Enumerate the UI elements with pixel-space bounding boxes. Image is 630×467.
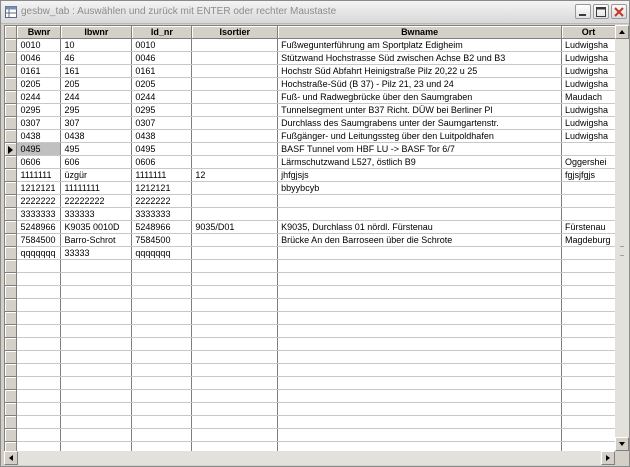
cell-ibwnr[interactable] [61, 312, 132, 325]
cell-bwname[interactable] [278, 195, 562, 208]
cell-isortier[interactable] [192, 273, 278, 286]
cell-bwnr[interactable]: 3333333 [17, 208, 61, 221]
scroll-left-button[interactable] [4, 451, 18, 465]
vertical-scrollbar[interactable] [615, 25, 629, 451]
cell-ort[interactable]: fgjsjfgjs [561, 169, 615, 182]
cell-ibwnr[interactable]: 11111111 [61, 182, 132, 195]
row-selector[interactable] [5, 364, 17, 377]
table-row[interactable] [5, 169, 616, 182]
cell-bwname[interactable] [278, 325, 562, 338]
column-header-bwname[interactable]: Bwname [278, 26, 562, 39]
cell-id-nr[interactable] [132, 338, 192, 351]
cell-ort[interactable] [561, 182, 615, 195]
vertical-scroll-thumb[interactable] [615, 39, 629, 437]
cell-ort[interactable]: Maudach [561, 91, 615, 104]
cell-ibwnr[interactable]: 606 [61, 156, 132, 169]
cell-bwnr[interactable] [17, 403, 61, 416]
empty-row[interactable] [5, 429, 616, 442]
cell-ort[interactable] [561, 325, 615, 338]
cell-ort[interactable] [561, 377, 615, 390]
empty-row[interactable] [5, 299, 616, 312]
cell-ibwnr[interactable]: Barro-Schrot [61, 234, 132, 247]
cell-id-nr[interactable] [132, 299, 192, 312]
cell-id-nr[interactable]: 0046 [132, 52, 192, 65]
cell-ibwnr[interactable]: 295 [61, 104, 132, 117]
row-selector[interactable] [5, 182, 17, 195]
cell-bwname[interactable]: Fußgänger- und Leitungssteg über den Luitpoldhafen [278, 130, 562, 143]
row-selector[interactable] [5, 52, 17, 65]
cell-bwname[interactable]: bbyybcyb [278, 182, 562, 195]
row-selector[interactable] [5, 351, 17, 364]
cell-bwname[interactable]: BASF Tunnel vom HBF LU -> BASF Tor 6/7 [278, 143, 562, 156]
cell-bwnr[interactable]: 0010 [17, 39, 61, 52]
row-selector[interactable] [5, 91, 17, 104]
cell-bwnr[interactable]: 0205 [17, 78, 61, 91]
cell-isortier[interactable] [192, 325, 278, 338]
cell-id-nr[interactable] [132, 377, 192, 390]
row-selector[interactable] [5, 104, 17, 117]
cell-ort[interactable] [561, 416, 615, 429]
cell-ibwnr[interactable] [61, 390, 132, 403]
cell-bwname[interactable]: Durchlass des Saumgrabens unter der Saumgartenstr. [278, 117, 562, 130]
cell-id-nr[interactable]: 1111111 [132, 169, 192, 182]
column-header-ibwnr[interactable]: Ibwnr [61, 26, 132, 39]
cell-bwnr[interactable] [17, 429, 61, 442]
cell-bwnr[interactable]: 0244 [17, 91, 61, 104]
cell-ort[interactable]: Ludwigsha [561, 130, 615, 143]
table-row[interactable] [5, 182, 616, 195]
cell-ibwnr[interactable] [61, 351, 132, 364]
cell-isortier[interactable] [192, 351, 278, 364]
cell-ort[interactable] [561, 208, 615, 221]
row-selector[interactable] [5, 78, 17, 91]
cell-bwnr[interactable] [17, 351, 61, 364]
cell-id-nr[interactable]: 0495 [132, 143, 192, 156]
records-table [5, 26, 616, 452]
cell-ibwnr[interactable] [61, 403, 132, 416]
header-row [5, 26, 616, 39]
cell-ibwnr[interactable] [61, 325, 132, 338]
table-row[interactable] [5, 208, 616, 221]
cell-bwname[interactable] [278, 247, 562, 260]
cell-ort[interactable] [561, 299, 615, 312]
cell-isortier[interactable] [192, 299, 278, 312]
column-header-isortier[interactable]: Isortier [192, 26, 278, 39]
cell-bwnr[interactable] [17, 312, 61, 325]
cell-bwname[interactable]: Hochstraße-Süd (B 37) - Pilz 21, 23 und 24 [278, 78, 562, 91]
cell-id-nr[interactable]: 0244 [132, 91, 192, 104]
cell-ort[interactable] [561, 338, 615, 351]
row-selector[interactable] [5, 130, 17, 143]
cell-bwname[interactable]: K9035, Durchlass 01 nördl. Fürstenau [278, 221, 562, 234]
cell-bwnr[interactable] [17, 299, 61, 312]
cell-id-nr[interactable]: 1212121 [132, 182, 192, 195]
cell-bwname[interactable] [278, 312, 562, 325]
cell-bwname[interactable] [278, 377, 562, 390]
cell-id-nr[interactable]: qqqqqqq [132, 247, 192, 260]
empty-row[interactable] [5, 312, 616, 325]
cell-bwname[interactable]: Fußwegunterführung am Sportplatz Edigheim [278, 39, 562, 52]
cell-bwname[interactable]: jhfgjsjs [278, 169, 562, 182]
row-selector-header[interactable] [5, 26, 17, 39]
cell-id-nr[interactable] [132, 390, 192, 403]
cell-bwname[interactable]: Lärmschutzwand L527, östlich B9 [278, 156, 562, 169]
cell-bwnr[interactable]: 0295 [17, 104, 61, 117]
cell-ort[interactable] [561, 143, 615, 156]
row-selector[interactable] [5, 39, 17, 52]
maximize-button[interactable] [593, 4, 609, 19]
cell-bwname[interactable] [278, 364, 562, 377]
empty-row[interactable] [5, 325, 616, 338]
cell-bwnr[interactable]: 0161 [17, 65, 61, 78]
arrow-up-icon [616, 26, 628, 38]
cell-ibwnr[interactable] [61, 273, 132, 286]
cell-ort[interactable]: Ludwigsha [561, 78, 615, 91]
cell-bwnr[interactable]: 5248966 [17, 221, 61, 234]
cell-isortier[interactable]: 9035/D01 [192, 221, 278, 234]
cell-bwnr[interactable] [17, 325, 61, 338]
cell-id-nr[interactable] [132, 286, 192, 299]
table-row[interactable] [5, 221, 616, 234]
cell-ort[interactable]: Oggershei [561, 156, 615, 169]
cell-ibwnr[interactable] [61, 429, 132, 442]
cell-id-nr[interactable]: 0606 [132, 156, 192, 169]
cell-id-nr[interactable] [132, 351, 192, 364]
arrow-left-icon [5, 452, 17, 464]
cell-ort[interactable]: Fürstenau [561, 221, 615, 234]
cell-isortier[interactable] [192, 91, 278, 104]
scroll-down-button[interactable] [615, 437, 629, 451]
table-row[interactable] [5, 195, 616, 208]
cell-isortier[interactable] [192, 143, 278, 156]
cell-id-nr[interactable] [132, 260, 192, 273]
horizontal-scroll-thumb[interactable] [18, 451, 600, 465]
cell-bwnr[interactable]: 1111111 [17, 169, 61, 182]
scroll-right-button[interactable] [601, 451, 615, 465]
column-header-bwnr[interactable]: Bwnr [17, 26, 61, 39]
cell-bwname[interactable] [278, 286, 562, 299]
cell-ort[interactable]: Ludwigsha [561, 39, 615, 52]
table-icon [5, 6, 17, 18]
cell-isortier[interactable] [192, 78, 278, 91]
empty-row[interactable] [5, 260, 616, 273]
cell-ibwnr[interactable]: 0438 [61, 130, 132, 143]
cell-ort[interactable] [561, 312, 615, 325]
row-selector[interactable] [5, 299, 17, 312]
cell-ort[interactable] [561, 195, 615, 208]
cell-bwnr[interactable]: 2222222 [17, 195, 61, 208]
cell-id-nr[interactable]: 0307 [132, 117, 192, 130]
table-row[interactable] [5, 104, 616, 117]
row-selector[interactable] [5, 156, 17, 169]
cell-bwnr[interactable]: 0495 [17, 143, 61, 156]
empty-row[interactable] [5, 364, 616, 377]
grip-icon [620, 246, 624, 256]
cell-ibwnr[interactable] [61, 377, 132, 390]
cell-bwname[interactable] [278, 351, 562, 364]
empty-row[interactable] [5, 351, 616, 364]
table-row[interactable] [5, 117, 616, 130]
cell-bwnr[interactable] [17, 390, 61, 403]
cell-bwnr[interactable] [17, 260, 61, 273]
row-selector[interactable] [5, 221, 17, 234]
window-title: gesbw_tab : Auswählen und zurück mit ENTER oder rechter Maustaste [21, 6, 337, 17]
row-selector[interactable] [5, 338, 17, 351]
cell-ibwnr[interactable] [61, 338, 132, 351]
cell-bwname[interactable]: Stützwand Hochstrasse Süd zwischen Achse B2 und B3 [278, 52, 562, 65]
table-row[interactable] [5, 156, 616, 169]
table-row[interactable] [5, 91, 616, 104]
cell-ort[interactable]: Ludwigsha [561, 104, 615, 117]
cell-ort[interactable]: Magdeburg [561, 234, 615, 247]
empty-row[interactable] [5, 390, 616, 403]
cell-id-nr[interactable] [132, 403, 192, 416]
cell-isortier[interactable] [192, 39, 278, 52]
row-selector[interactable] [5, 208, 17, 221]
cell-id-nr[interactable]: 3333333 [132, 208, 192, 221]
cell-bwname[interactable] [278, 416, 562, 429]
cell-isortier[interactable] [192, 234, 278, 247]
row-selector[interactable] [5, 260, 17, 273]
close-icon [614, 7, 624, 17]
cell-isortier[interactable] [192, 338, 278, 351]
cell-ort[interactable] [561, 260, 615, 273]
cell-isortier[interactable] [192, 52, 278, 65]
empty-row[interactable] [5, 416, 616, 429]
cell-isortier[interactable] [192, 403, 278, 416]
row-selector[interactable] [5, 169, 17, 182]
cell-bwnr[interactable]: qqqqqqq [17, 247, 61, 260]
row-selector[interactable] [5, 325, 17, 338]
cell-bwname[interactable]: Fuß- und Radwegbrücke über den Saumgraben [278, 91, 562, 104]
cell-ort[interactable]: Ludwigsha [561, 117, 615, 130]
cell-isortier[interactable] [192, 286, 278, 299]
cell-bwname[interactable] [278, 429, 562, 442]
cell-ibwnr[interactable] [61, 364, 132, 377]
scroll-up-button[interactable] [615, 25, 629, 39]
row-selector[interactable] [5, 429, 17, 442]
table-row[interactable] [5, 39, 616, 52]
cell-ort[interactable] [561, 286, 615, 299]
empty-row[interactable] [5, 286, 616, 299]
empty-row[interactable] [5, 273, 616, 286]
cell-isortier[interactable] [192, 429, 278, 442]
cell-id-nr[interactable] [132, 325, 192, 338]
scrollbar-corner [615, 451, 629, 465]
cell-isortier[interactable] [192, 312, 278, 325]
data-grid[interactable] [4, 25, 616, 452]
cell-id-nr[interactable] [132, 312, 192, 325]
cell-id-nr[interactable]: 0295 [132, 104, 192, 117]
row-selector[interactable] [5, 312, 17, 325]
cell-bwnr[interactable] [17, 377, 61, 390]
horizontal-scrollbar[interactable] [4, 451, 615, 465]
cell-ort[interactable] [561, 273, 615, 286]
cell-ibwnr[interactable] [61, 286, 132, 299]
maximize-icon [596, 7, 606, 17]
cell-ort[interactable] [561, 351, 615, 364]
cell-isortier[interactable] [192, 182, 278, 195]
cell-bwnr[interactable]: 0438 [17, 130, 61, 143]
cell-ibwnr[interactable]: 333333 [61, 208, 132, 221]
cell-isortier[interactable] [192, 416, 278, 429]
table-row[interactable] [5, 143, 616, 156]
column-header-id-nr[interactable]: Id_nr [132, 26, 192, 39]
cell-ibwnr[interactable] [61, 299, 132, 312]
cell-id-nr[interactable]: 0438 [132, 130, 192, 143]
cell-id-nr[interactable] [132, 429, 192, 442]
cell-ibwnr[interactable]: 46 [61, 52, 132, 65]
cell-isortier[interactable] [192, 390, 278, 403]
table-row[interactable] [5, 78, 616, 91]
cell-id-nr[interactable]: 0161 [132, 65, 192, 78]
cell-bwnr[interactable]: 0046 [17, 52, 61, 65]
cell-id-nr[interactable]: 2222222 [132, 195, 192, 208]
cell-ibwnr[interactable]: 161 [61, 65, 132, 78]
row-selector[interactable] [5, 403, 17, 416]
table-row[interactable] [5, 247, 616, 260]
cell-bwname[interactable]: Hochstr Süd Abfahrt Heinigstraße Pilz 20,22 u 25 [278, 65, 562, 78]
row-selector[interactable] [5, 143, 17, 156]
cell-id-nr[interactable] [132, 416, 192, 429]
cell-isortier[interactable] [192, 104, 278, 117]
cell-bwnr[interactable] [17, 273, 61, 286]
cell-bwname[interactable] [278, 403, 562, 416]
cell-isortier[interactable] [192, 117, 278, 130]
cell-bwnr[interactable] [17, 364, 61, 377]
cell-ibwnr[interactable]: 22222222 [61, 195, 132, 208]
cell-ibwnr[interactable]: 244 [61, 91, 132, 104]
cell-bwnr[interactable]: 0307 [17, 117, 61, 130]
table-row[interactable] [5, 130, 616, 143]
row-selector[interactable] [5, 273, 17, 286]
cell-isortier[interactable] [192, 247, 278, 260]
cell-isortier[interactable] [192, 65, 278, 78]
cell-isortier[interactable] [192, 260, 278, 273]
minimize-icon [578, 7, 588, 17]
cell-ort[interactable] [561, 364, 615, 377]
empty-row[interactable] [5, 377, 616, 390]
cell-bwnr[interactable] [17, 416, 61, 429]
row-selector[interactable] [5, 234, 17, 247]
cell-bwname[interactable] [278, 390, 562, 403]
cell-bwname[interactable]: Tunnelsegment unter B37 Richt. DÜW bei Berliner Pl [278, 104, 562, 117]
cell-isortier[interactable] [192, 377, 278, 390]
cell-ort[interactable] [561, 247, 615, 260]
cell-bwname[interactable] [278, 338, 562, 351]
title-bar[interactable] [1, 1, 629, 24]
cell-ort[interactable] [561, 403, 615, 416]
cell-bwnr[interactable]: 1212121 [17, 182, 61, 195]
arrow-right-icon [602, 452, 614, 464]
cell-id-nr[interactable]: 0010 [132, 39, 192, 52]
minimize-button[interactable] [575, 4, 591, 19]
cell-ibwnr[interactable]: 307 [61, 117, 132, 130]
table-row[interactable] [5, 234, 616, 247]
cell-bwname[interactable] [278, 260, 562, 273]
cell-bwnr[interactable]: 0606 [17, 156, 61, 169]
arrow-down-icon [616, 438, 628, 450]
cell-ort[interactable] [561, 429, 615, 442]
column-header-ort[interactable]: Ort [561, 26, 615, 39]
cell-bwnr[interactable]: 7584500 [17, 234, 61, 247]
cell-isortier[interactable] [192, 130, 278, 143]
cell-bwname[interactable]: Brücke An den Barroseen über die Schrote [278, 234, 562, 247]
cell-ort[interactable]: Ludwigsha [561, 52, 615, 65]
cell-bwname[interactable] [278, 208, 562, 221]
table-row[interactable] [5, 52, 616, 65]
current-row-icon [8, 146, 13, 154]
row-selector[interactable] [5, 416, 17, 429]
cell-ibwnr[interactable]: 495 [61, 143, 132, 156]
cell-isortier[interactable]: 12 [192, 169, 278, 182]
cell-ort[interactable]: Ludwigsha [561, 65, 615, 78]
cell-ibwnr[interactable]: 10 [61, 39, 132, 52]
cell-ibwnr[interactable] [61, 260, 132, 273]
cell-ibwnr[interactable] [61, 416, 132, 429]
cell-bwname[interactable] [278, 273, 562, 286]
cell-ibwnr[interactable]: üzgür [61, 169, 132, 182]
cell-isortier[interactable] [192, 364, 278, 377]
cell-isortier[interactable] [192, 156, 278, 169]
row-selector[interactable] [5, 195, 17, 208]
cell-id-nr[interactable] [132, 364, 192, 377]
cell-id-nr[interactable] [132, 273, 192, 286]
cell-ibwnr[interactable]: 33333 [61, 247, 132, 260]
cell-ibwnr[interactable]: K9035 0010D [61, 221, 132, 234]
cell-bwname[interactable] [278, 299, 562, 312]
cell-id-nr[interactable]: 7584500 [132, 234, 192, 247]
close-button[interactable] [611, 4, 627, 19]
row-selector[interactable] [5, 247, 17, 260]
cell-bwnr[interactable] [17, 286, 61, 299]
row-selector[interactable] [5, 377, 17, 390]
cell-id-nr[interactable]: 5248966 [132, 221, 192, 234]
table-body [5, 39, 616, 453]
empty-row[interactable] [5, 403, 616, 416]
cell-id-nr[interactable]: 0205 [132, 78, 192, 91]
cell-ort[interactable] [561, 390, 615, 403]
row-selector[interactable] [5, 286, 17, 299]
row-selector[interactable] [5, 65, 17, 78]
table-row[interactable] [5, 65, 616, 78]
cell-isortier[interactable] [192, 195, 278, 208]
row-selector[interactable] [5, 117, 17, 130]
cell-bwnr[interactable] [17, 338, 61, 351]
cell-isortier[interactable] [192, 208, 278, 221]
row-selector[interactable] [5, 390, 17, 403]
cell-ibwnr[interactable]: 205 [61, 78, 132, 91]
empty-row[interactable] [5, 338, 616, 351]
